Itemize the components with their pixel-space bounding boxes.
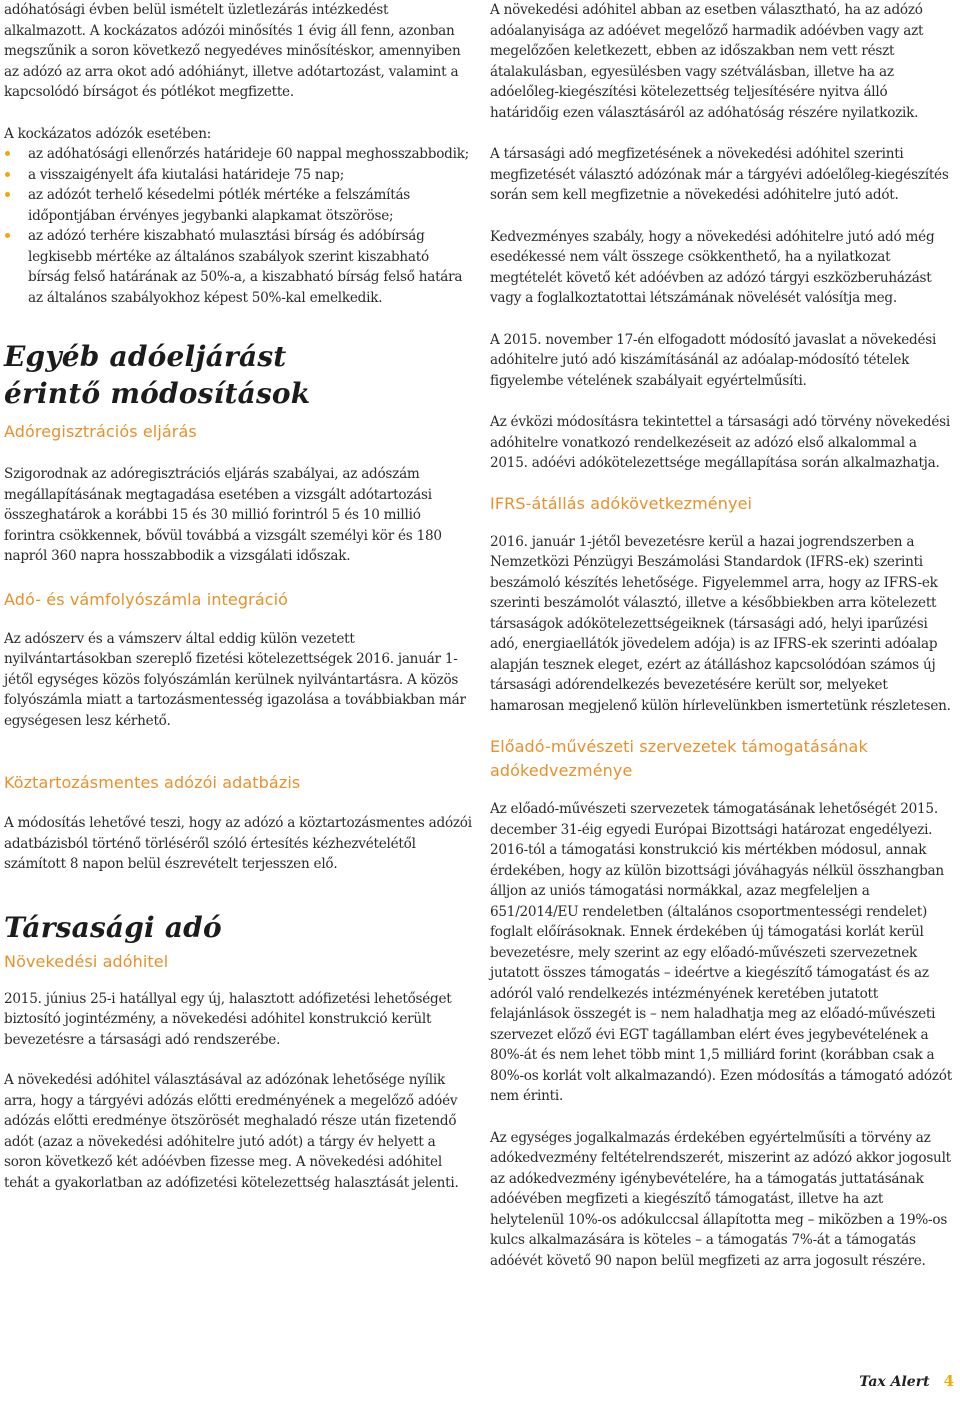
subheading-koztartozasmentes: Köztartozásmentes adózói adatbázis [4,773,301,792]
left-column [4,0,474,1193]
subheading-ifrs: IFRS-átállás adókövetkezményei [490,493,753,513]
paragraph-koztartozasmentes: A módosítás lehetővé teszi, hogy az adózó a köztartozásmentes adózói adatbázisból történő törléséről szóló értesítés kézhezvételétől számított 8 napon belül észrevételt terjesszen elő. [4,815,472,872]
paragraph-folyoszamla: Az adószerv és a vámszerv által eddig külön vezetett nyilvántartásokban szereplő fizetési kötelezettségek 2016. január 1-jétől egységes közös folyószámlán kerülnek nyilvántartásra. A közös folyószámla miatt a tartozásmentesség igazolása a továbbiakban már egységesen lesz kérhető. [4,630,466,729]
paragraph-adoregisztracio: Szigorodnak az adóregisztrációs eljárás szabályai, az adószám megállapításának megtagadása esetében a vizsgált adótartozási összeghatárok a korábbi 15 és 30 millió forintról 5 és 10 millió forintra csökkennek, bővül továbbá a vizsgált személyi kör és 180 napról 360 napra hosszabbodik a vizsgálati időszak. [4,466,442,564]
page-number: 4 [943,1372,954,1390]
paragraph-valaszthato: A növekedési adóhitel abban az esetben választható, ha az adózó adóalanyisága az adóévet megelőző harmadik adóévben vagy azt megelőzően keletkezett, ebben az időszakban nem vett részt átalakulásban, egyesülésben vagy szétválásban, illetve ha az adóelőleg-kiegészítési kötelezettség teljesítésére nyitva álló határidőig ezen választásáról az adóhatóság részére nyilatkozik. [490,2,924,121]
paragraph-kedvezmenyes: Kedvezményes szabály, hogy a növekedési adóhitelre jutó adó még esedékessé nem vált összege csökkenthető, ha a nyilatkozat megtételét követő két adóévben az adózó tárgyi eszközberuházást vagy a foglalkoztatottai létszámának növelését valósítja meg. [490,228,935,306]
section-title-egyeb: Egyéb adóeljárást érintő módosítások [4,340,311,410]
paragraph-novekedesi-1: 2015. június 25-i hatállyal egy új, halasztott adófizetési lehetőséget biztosító jogintézmény, a növekedési adóhitel konstrukció került bevezetésre a társasági adó rendszerébe. [4,990,452,1048]
paragraph-eloado-2: Az egységes jogalkalmazás érdekében egyértelműsíti a törvény az adókedvezmény feltételrendszerét, miszerint az adózó akkor jogosult az adókedvezmény igénybevételére, ha a támogatás juttatásának adóévében megfizeti a kiegészítő támogatást, illetve ha azt helytelenül 10%-os adókulccsal állapította meg – miközben a 19%-os kulcs alkalmazására is köteles – a támogatás 7%-át a támogatás adóévét követő 90 napon belül megfizeti az arra jogosult részére. [490,1129,951,1269]
list-item: az adóhatósági ellenőrzés határideje 60 nappal meghosszabbodik; [4,144,474,165]
paragraph-novekedesi-2: A növekedési adóhitel választásával az adózónak lehetősége nyílik arra, hogy a tárgyévi adózás előtti eredményének a megelőző adóév adózás előtti eredménye ötszörösét meghaladó része után fizetendő adót (azaz a növekedési adóhitelre jutó adót) a tárgy év helyett a soron következő két adóévben fizesse meg. A növekedési adóhitel tehát a gyakorlatban az adófizetési kötelezettség halasztását jelenti. [4,1072,459,1191]
list-item: a visszaigényelt áfa kiutalási határideje 75 nap; [4,165,474,186]
paragraph-modosito-javaslat: A 2015. november 17-én elfogadott módosító javaslat a növekedési adóhitelre jutó adó kiszámításánál az adóalap-módosító tételek figyelembe vételének szabályait egyértelműsíti. [490,331,937,389]
paragraph-ifrs: 2016. január 1-jétől bevezetésre kerül a hazai jogrendszerben a Nemzetközi Pénzügyi Beszámolási Standardok (IFRS-ek) szerinti beszámoló készítés lehetősége. Figyelemmel arra, hogy az IFRS-ek szerinti beszámolót választó, illetve a későbbiekben arra kötelezett társaságok adókötelezettségeiknek (társasági adó, helyi iparűzési adó, energiaellátók jövedelem adója) is az IFRS-ek szerinti adóalap alapján tesznek eleget, ezért az átálláshoz kapcsolódóan számos új társasági adórendelkezés bevezetésére került sor, melyeket hamarosan megjelenő külön hírlevelünkben ismertetünk részletesen. [490,533,951,714]
paragraph-megfizetes: A társasági adó megfizetésének a növekedési adóhitel szerinti megfizetését választó adózónak már a tárgyévi adóelőleg-kiegészítés során sem kell megfizetnie a növekedési adóhitelre jutó adót. [490,146,949,203]
paragraph-eloado-1: Az előadó-művészeti szervezetek támogatásának lehetőségét 2015. december 31-éig egyedi Európai Bizottsági határozat engedélyezi. 2016-tól a támogatási konstrukció kis mértékben módosul, annak érdekében, hogy az külön bizottsági jóváhagyás nélkül összhangban álljon az uniós támogatási normákkal, azaz megfeleljen a 651/2014/EU rendeletben (általános csoportmentességi rendelet) foglalt előírásoknak. Ennek érdekében új támogatási korlát kerül bevezetésre, mely szerint az egy előadó-művészeti szervezetnek jutatott összes támogatás – ideértve a kiegészítő támogatást és az adóról való rendelkezés intézményének keretében jutatott felajánlások összegét is – nem haladhatja meg az előadó-művészeti szervezet előző évi EGT tagállamban elért éves jegybevételének a 80%-át és nem lehet több mint 1,5 milliárd forint (korábban csak a 80%-os korlát volt alkalmazandó). Ezen módosítás a támogató adózót nem érinti. [490,801,952,1104]
right-column [490,0,956,1271]
section-title-tarsasagi-ado: Társasági adó [4,910,222,944]
page-footer [859,1372,954,1390]
risky-intro: A kockázatos adózók esetében: [4,125,212,142]
list-item: az adózót terhelő késedelmi pótlék mértéke a felszámítás időpontjában érvényes jegybanki alapkamat ötszöröse; [4,185,474,226]
list-item: az adózó terhére kiszabható mulasztási bírság és adóbírság legkisebb mértéke az általános szabályok szerint kiszabható bírság felső határának az 50%-a, a kiszabható bírság felső határa az általános szabályokhoz képest 50%-kal emelkedik. [4,226,474,308]
subheading-eloado-muveszeti: Előadó-művészeti szervezetek támogatásának adókedvezménye [490,737,868,780]
publication-name: Tax Alert [859,1374,930,1390]
intro-paragraph: adóhatósági évben belül ismételt üzletlezárás intézkedést alkalmazott. A kockázatos adózói minősítés 1 évig áll fenn, azonban megszűnik a soron következő negyedéves minősítéskor, amennyiben az adózó az arra okot adó adóhiányt, illetve adótartozást, valamint a kapcsolódó bírságot és pótlékot megfizette. [4,2,461,100]
risky-bullet-list [4,144,474,308]
subheading-folyoszamla: Adó- és vámfolyószámla integráció [4,589,289,609]
subheading-novekedesi-adohitel: Növekedési adóhitel [4,951,169,971]
paragraph-evkozi: Az évközi módosításra tekintettel a társasági adó törvény növekedési adóhitelre vonatkozó rendelkezéseit az adózó első alkalommal a 2015. adóévi adókötelezettsége megállapítása során alkalmazhatja. [490,414,950,471]
subheading-adoregisztracio: Adóregisztrációs eljárás [4,422,197,441]
